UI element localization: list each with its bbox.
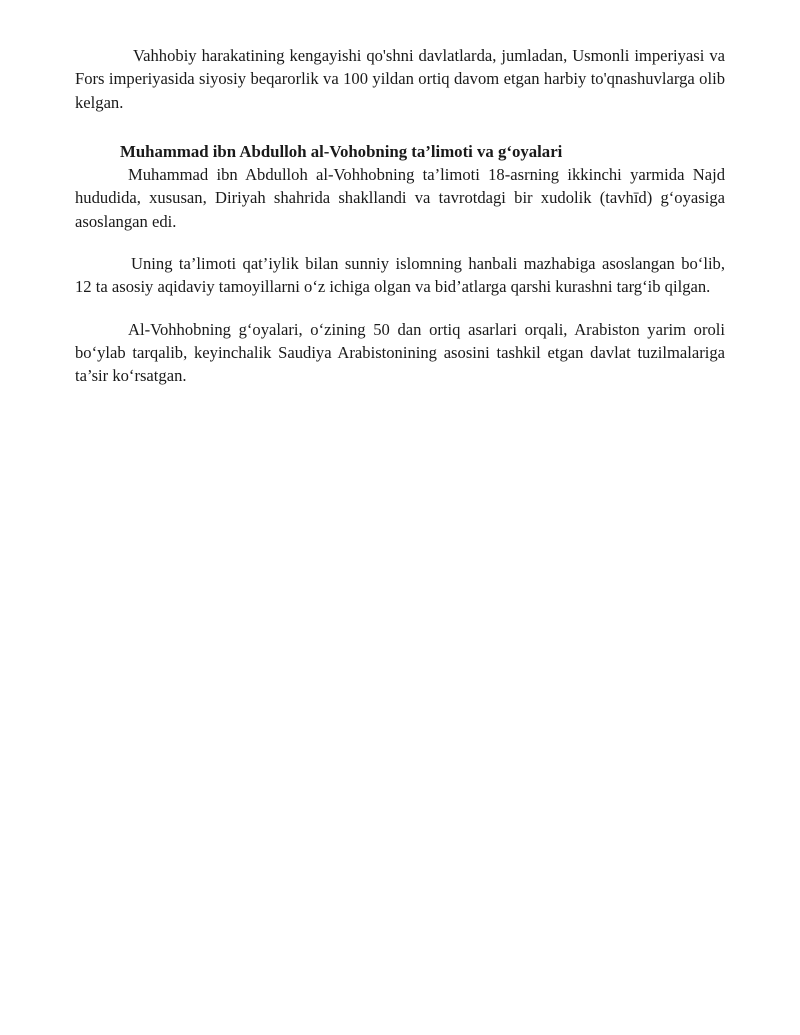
document-body <box>75 44 725 388</box>
paragraph-doctrine: Uning ta’limoti qat’iylik bilan sunniy islomning hanbali mazhabiga asoslangan bo‘lib, 12 ta asosiy aqidaviy tamoyillarni o‘z ichiga olgan va bid’atlarga qarshi kurashni targ‘ib qilgan. <box>75 254 725 297</box>
paragraph-spread: Al-Vohhobning g‘oyalari, o‘zining 50 dan ortiq asarlari orqali, Arabiston yarim oroli bo‘ylab tarqalib, keyinchalik Saudiya Arabistonining asosini tashkil etgan davlat tuzilmalariga ta’sir ko‘rsatgan. <box>75 319 725 386</box>
paragraph-intro: Vahhobiy harakatining kengayishi qo'shni davlatlarda, jumladan, Usmonli imperiyasi va Fors imperiyasida siyosiy beqarorlik va 100 yildan ortiq davom etgan harbiy to'qnashuvlarga olib kelgan. <box>75 46 725 112</box>
paragraph-origin: Muhammad ibn Abdulloh al-Vohhobning ta’limoti 18-asrning ikkinchi yarmida Najd hududida, xususan, Diriyah shahrida shakllandi va tavrotdagi bir xudolik (tavhīd) g‘oyasiga asoslangan edi. <box>75 165 725 231</box>
section-heading: Muhammad ibn Abdulloh al-Vohobning ta’limoti va g‘oyalari <box>120 141 563 161</box>
